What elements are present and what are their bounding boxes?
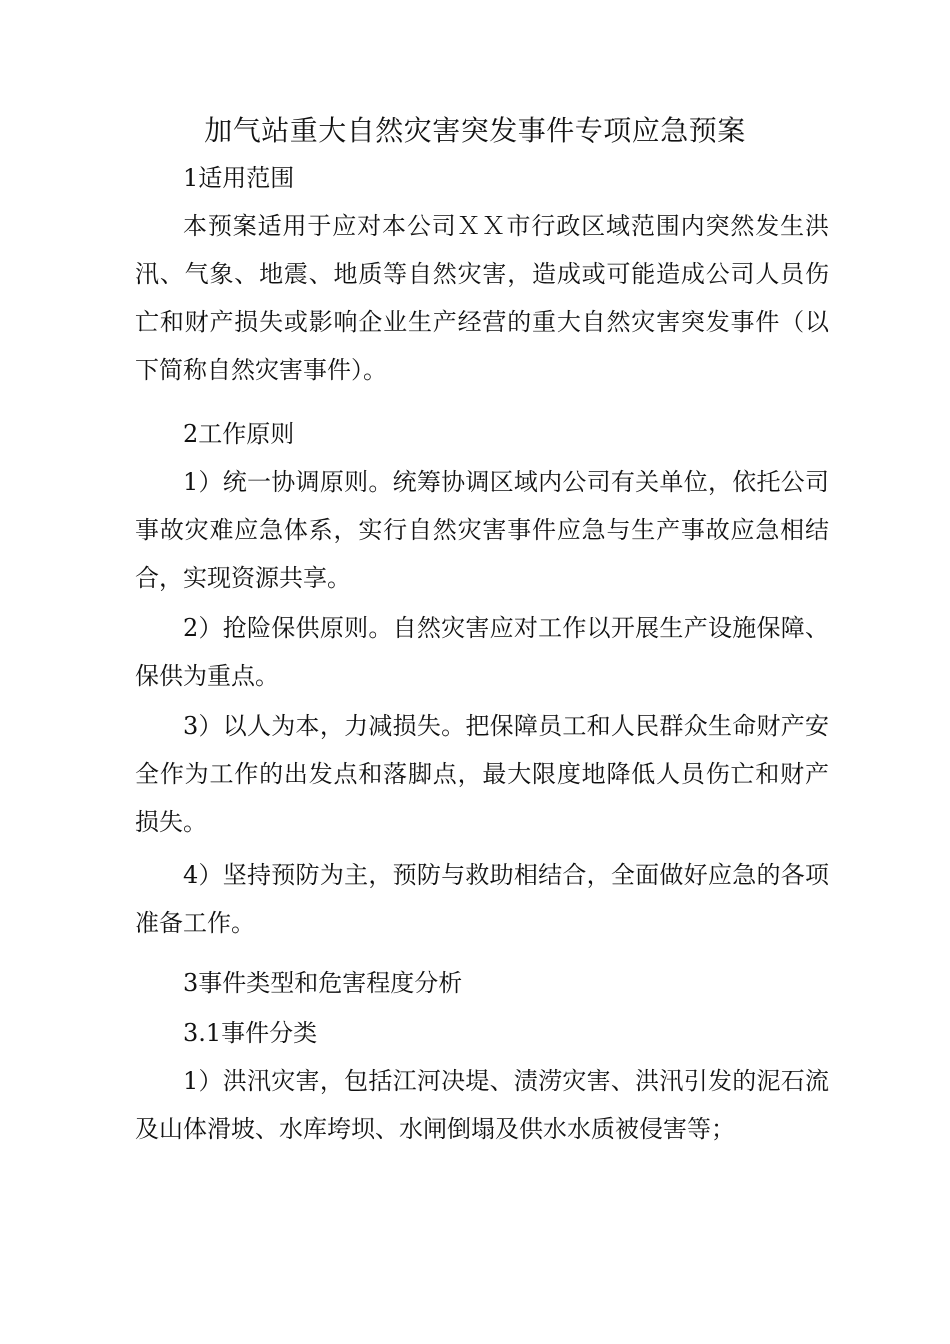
principle-2-paragraph: 2）抢险保供原则。自然灾害应对工作以开展生产设施保障、保供为重点。	[135, 614, 829, 690]
section-1-heading: 1适用范围	[183, 164, 295, 192]
principle-3-paragraph: 3）以人为本，力减损失。把保障员工和人民群众生命财产安全作为工作的出发点和落脚点，最大限度地降低人员伤亡和财产损失。	[135, 712, 829, 836]
principle-1-paragraph: 1）统一协调原则。统筹协调区域内公司有关单位，依托公司事故灾难应急体系，实行自然灾害事件应急与生产事故应急相结合，实现资源共享。	[135, 468, 829, 592]
document-title: 加气站重大自然灾害突发事件专项应急预案	[204, 114, 746, 147]
section-2-heading: 2工作原则	[183, 420, 295, 448]
classification-1-paragraph: 1）洪汛灾害，包括江河决堤、渍涝灾害、洪汛引发的泥石流及山体滑坡、水库垮坝、水闸倒塌及供水水质被侵害等；	[135, 1067, 829, 1143]
section-3-heading: 3事件类型和危害程度分析	[183, 969, 463, 997]
section-3-1-heading: 3.1事件分类	[183, 1019, 318, 1047]
principle-4-paragraph: 4）坚持预防为主，预防与救助相结合，全面做好应急的各项准备工作。	[135, 861, 829, 937]
section-1-paragraph: 本预案适用于应对本公司ＸＸ市行政区域范围内突然发生洪汛、气象、地震、地质等自然灾害，造成或可能造成公司人员伤亡和财产损失或影响企业生产经营的重大自然灾害突发事件（以下简称自然灾害事件）。	[135, 212, 829, 384]
